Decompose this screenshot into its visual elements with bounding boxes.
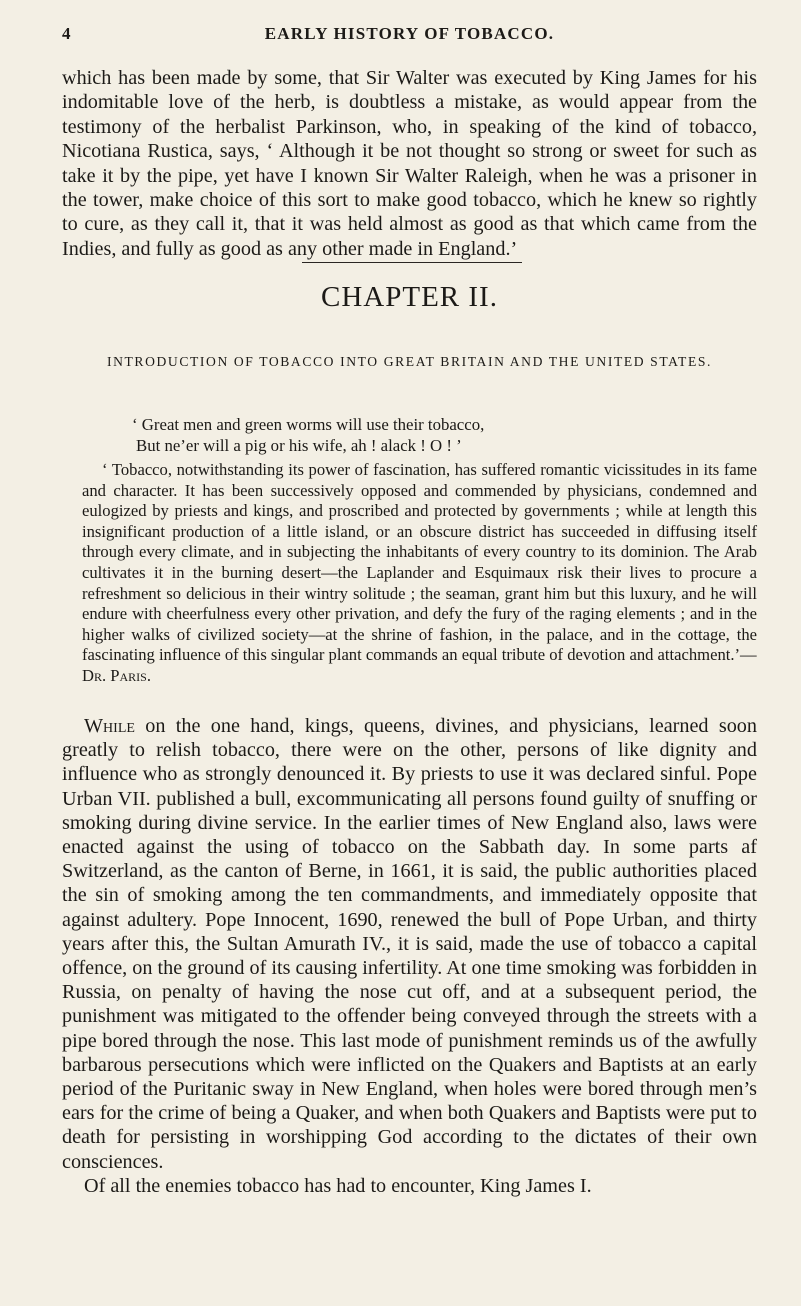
running-header — [62, 24, 757, 48]
running-title: EARLY HISTORY OF TOBACCO. — [264, 24, 555, 43]
opening-paragraph: which has been made by some, that Sir Walter was executed by King James for his indomitable love of the herb, is doubtless a mistake, as would appear from the testimony of the herbalist Parkinson, who, in speaking of the kind of tobacco, Nicotiana Rustica, says, ‘ Although it be not thought so strong or sweet for such as take it by the pipe, yet have I known Sir Walter Raleigh, when he was a prisoner in the tower, make choice of this sort to make good tobacco, which he knew so rightly to cure, as they call it, that it was held almost as good as that which came from the Indies, and fully as good as any other made in England.’ — [62, 67, 757, 260]
block-quotation — [82, 460, 757, 687]
chapter-heading: CHAPTER II. — [321, 281, 498, 313]
quotation-body: ‘ Tobacco, notwithstanding its power of fascination, has suffered romantic vicissitudes in its fame and character. It has been successively opposed and commended by physicians, condemned and eulogized by priests and kings, and proscribed and protected by governments ; while at length this insignificant production of a little island, or an obscure district has succeeded in diffusing itself through every climate, and in subjecting the inhabitants of every country to its dominion. The Arab cultivates it in the burning desert—the Laplander and Esquimaux risk their lives to procure a refreshment so delicious in their wintry solitude ; the seaman, grant him but this luxury, and he will endure with cheerfulness every other privation, and defy the fury of the raging elements ; and in the higher walks of civilized society—at the shrine of fashion, in the palace, and in the cottage, the fascinating influence of this singular plant commands an equal tribute of devotion and attachment.’— — [82, 460, 757, 665]
opening-paragraph-block — [62, 66, 757, 261]
page-number: 4 — [62, 24, 72, 43]
closing-line: Of all the enemies tobacco has had to encounter, King James I. — [84, 1174, 592, 1197]
quotation-attribution: Dr. Paris. — [82, 665, 152, 685]
main-paragraph — [62, 714, 757, 1174]
chapter-title: INTRODUCTION OF TOBACCO INTO GREAT BRITAIN AND THE UNITED STATES. — [106, 354, 713, 369]
epigraph — [132, 414, 757, 456]
quotation-text — [82, 460, 757, 687]
epigraph-line: But ne’er will a pig or his wife, ah ! alack ! O ! ’ — [136, 436, 462, 455]
section-divider — [302, 262, 522, 263]
main-text-block — [62, 714, 757, 1198]
epigraph-line: ‘ Great men and green worms will use their tobacco, — [132, 415, 485, 434]
paragraph-lead-word: While — [84, 715, 135, 737]
main-paragraph-text: on the one hand, kings, queens, divines, and physicians, learned soon greatly to relish tobacco, there were on the other, persons of like dignity and influence who as strongly denounced it. By priests to use it was declared sinful. Pope Urban VII. published a bull, excommunicating all persons found guilty of snuffing or smoking during divine service. In the earlier times of New England also, laws were enacted against the using of tobacco on the Sabbath day. In some parts af Switzerland, as the canton of Berne, in 1661, it is said, the public authorities placed the sin of smoking among the ten commandments, and immediately opposite that against adultery. Pope Innocent, 1690, renewed the bull of Pope Urban, and thirty years after this, the Sultan Amurath IV., it is said, made the use of tobacco a capital offence, on the ground of its causing infertility. At one time smoking was forbidden in Russia, on penalty of having the nose cut off, and at a subsequent period, the punishment was mitigated to the offender being conveyed through the streets with a pipe bored through the nose. This last mode of punishment reminds us of the awfully barbarous persecutions which were inflicted on the Quakers and Baptists at an early period of the Puritanic sway in New England, when holes were bored through men’s ears for the crime of being a Quaker, and when both Quakers and Baptists were put to death for persisting in worshipping God according to the dictates of their own consciences. — [62, 715, 757, 1173]
